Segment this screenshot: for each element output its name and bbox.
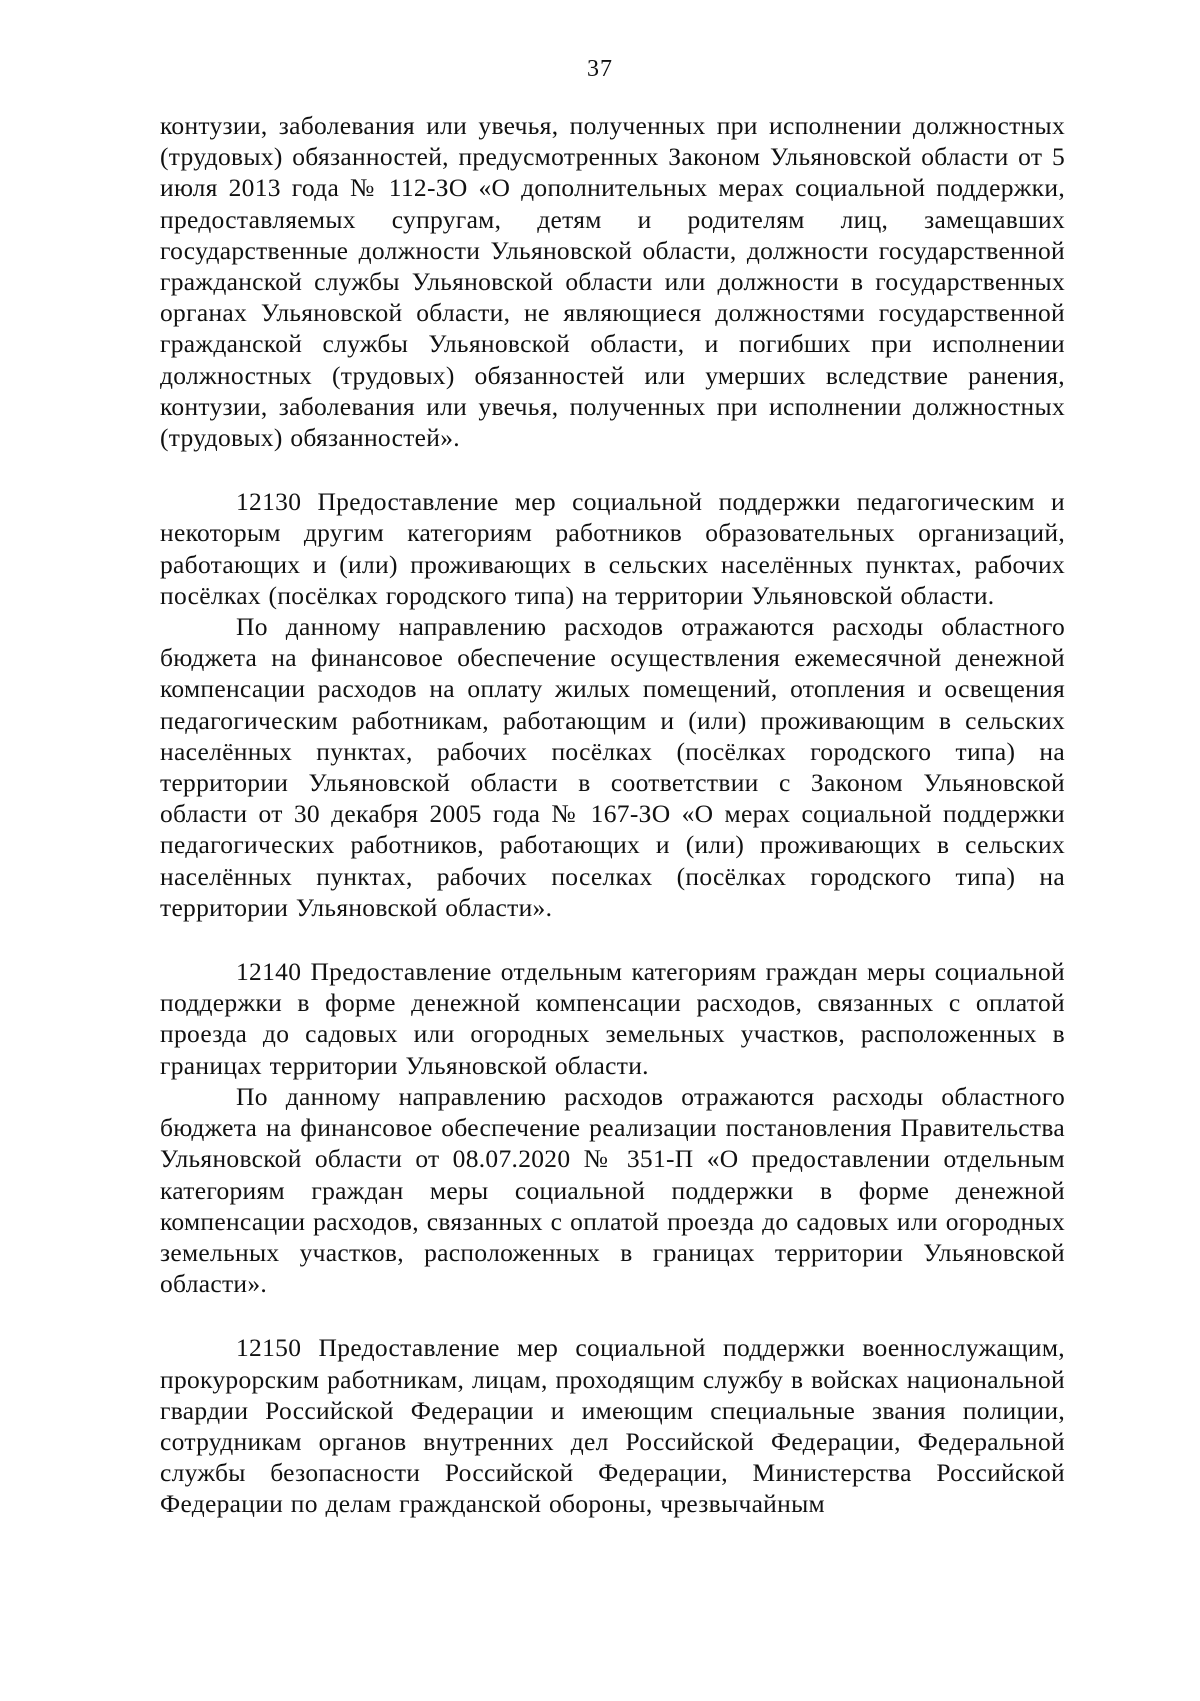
page-number: 37 <box>587 56 613 82</box>
paragraph-continuation: контузии, заболевания или увечья, полученных при исполнении должностных (трудовых) обязанностей, предусмотренных Законом Ульяновской области от 5 июля 2013 года № 112-ЗО «О дополнительных мерах социальной поддержки, предоставляемых супругам, детям и родителям лиц, замещавших государственные должности Ульяновской области, должности государственной гражданской службы Ульяновской области или должности в государственных органах Ульяновской области, не являющиеся должностями государственной гражданской службы Ульяновской области, и погибших при исполнении должностных (трудовых) обязанностей или умерших вследствие ранения, контузии, заболевания или увечья, полученных при исполнении должностных (трудовых) обязанностей». <box>160 111 1065 453</box>
section-heading-12140: 12140 Предоставление отдельным категориям граждан меры социальной поддержки в форме денежной компенсации расходов, связанных с оплатой проезда до садовых или огородных земельных участков, расположенных в границах территории Ульяновской области. <box>160 957 1065 1080</box>
paragraph-12130-description: По данному направлению расходов отражаются расходы областного бюджета на финансовое обеспечение осуществления ежемесячной денежной компенсации расходов на оплату жилых помещений, отопления и освещения педагогическим работникам, работающим и (или) проживающим в сельских населённых пунктах, рабочих посёлках (посёлках городского типа) на территории Ульяновской области в соответствии с Законом Ульяновской области от 30 декабря 2005 года № 167-ЗО «О мерах социальной поддержки педагогических работников, работающих и (или) проживающих в сельских населённых пунктах, рабочих поселках (посёлках городского типа) на территории Ульяновской области». <box>160 612 1065 922</box>
paragraph-12140-description: По данному направлению расходов отражаются расходы областного бюджета на финансовое обеспечение реализации постановления Правительства Ульяновской области от 08.07.2020 № 351-П «О предоставлении отдельным категориям граждан меры социальной поддержки в форме денежной компенсации расходов, связанных с оплатой проезда до садовых или огородных земельных участков, расположенных в границах территории Ульяновской области». <box>160 1081 1065 1299</box>
section-heading-12130: 12130 Предоставление мер социальной поддержки педагогическим и некоторым другим категориям работников образовательных организаций, работающих и (или) проживающих в сельских населённых пунктах, рабочих посёлках (посёлках городского типа) на территории Ульяновской области. <box>160 487 1065 610</box>
document-body <box>160 110 1065 1520</box>
section-heading-12150: 12150 Предоставление мер социальной поддержки военнослужащим, прокурорским работникам, лицам, проходящим службу в войсках национальной гвардии Российской Федерации и имеющим специальные звания полиции, сотрудникам органов внутренних дел Российской Федерации, Федеральной службы безопасности Российской Федерации, Министерства Российской Федерации по делам гражданской обороны, чрезвычайным <box>160 1333 1065 1519</box>
